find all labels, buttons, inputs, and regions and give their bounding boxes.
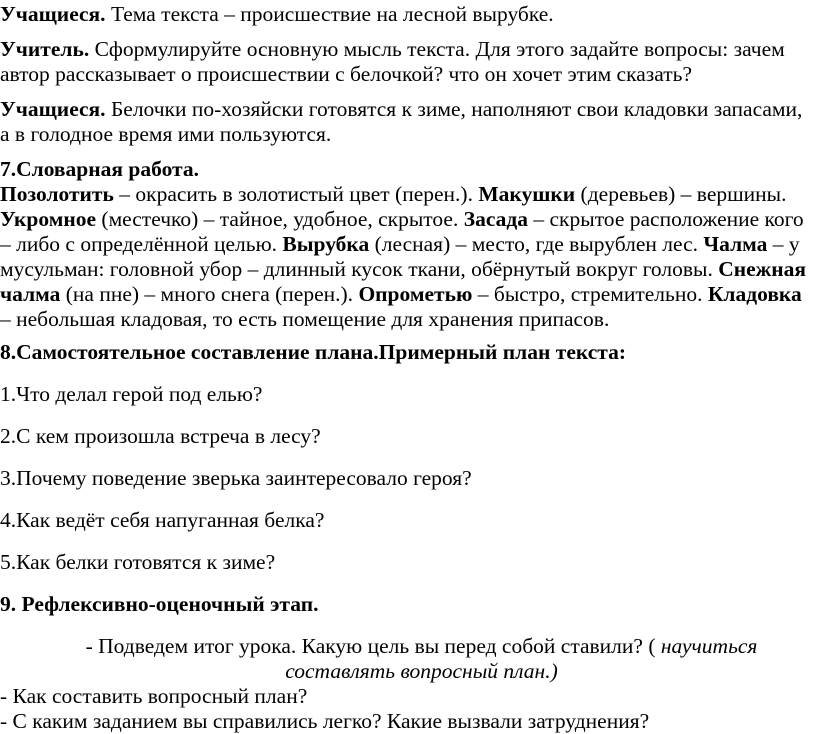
vocab-definition: – окрасить в золотистый цвет (перен.). [113, 182, 479, 206]
vocab-term: Кладовка [707, 282, 802, 306]
plan-heading: 8.Самостоятельное составление плана.Примерный план текста: [0, 340, 626, 364]
vocab-paragraph [0, 182, 810, 332]
paragraph-students-answer [0, 97, 810, 147]
vocab-definition: (на пне) – много снега (перен.). [60, 282, 359, 306]
reflection-heading: 9. Рефлексивно-оценочный этап. [0, 592, 319, 616]
paragraph-text: Сформулируйте основную мысль текста. Для этого задайте вопросы: зачем автор рассказывает о происшествии с белочкой? что он хочет этим сказать? [0, 37, 785, 86]
vocab-heading: 7.Словарная работа. [0, 157, 199, 181]
vocab-term: Укромное [0, 207, 97, 231]
vocab-definition: – быстро, стремительно. [472, 282, 708, 306]
paragraph-text: Белочки по-хозяйски готовятся к зиме, наполняют свои кладовки запасами, а в голодное время ими пользуются. [0, 97, 803, 146]
vocab-term: Опрометью [358, 282, 473, 306]
expected-answer: научиться составлять вопросный план.) [285, 634, 758, 683]
speaker-label: Учащиеся. [0, 97, 106, 121]
plan-item: 4.Как ведёт себя напуганная белка? [0, 508, 325, 532]
vocab-definition: (лесная) – место, где вырублен лес. [369, 232, 704, 256]
vocab-definition: (деревьев) – вершины. [575, 182, 787, 206]
vocab-definition: (местечко) – тайное, удобное, скрытое. [96, 207, 464, 231]
vocab-definition: – у мусульман: головной убор – длинный кусок ткани, обёрнутый вокруг головы. [0, 232, 800, 281]
plan-item: 3.Почему поведение зверька заинтересовало героя? [0, 466, 472, 490]
paragraph-teacher [0, 37, 810, 87]
vocab-term: Вырубка [282, 232, 370, 256]
vocab-term: Позолотить [0, 182, 114, 206]
speaker-label: Учащиеся. [0, 2, 106, 26]
reflection-question: - С каким заданием вы справились легко? Какие вызвали затруднения? [0, 709, 650, 733]
question-text: - Подведем итог урока. Какую цель вы перед собой ставили? ( [85, 634, 661, 658]
paragraph-text: Тема текста – происшествие на лесной вырубке. [105, 2, 554, 26]
plan-item: 1.Что делал герой под елью? [0, 382, 263, 406]
vocab-definition: – скрытое расположение кого – либо с определённой целью. [0, 207, 804, 256]
plan-item: 5.Как белки готовятся к зиме? [0, 550, 276, 574]
vocab-term: Макушки [478, 182, 576, 206]
reflection-question: - Как составить вопросный план? [0, 684, 308, 708]
vocab-term: Засада [463, 207, 529, 231]
plan-item: 2.С кем произошла встреча в лесу? [0, 424, 321, 448]
paragraph-students-topic [0, 2, 810, 27]
speaker-label: Учитель. [0, 37, 90, 61]
vocab-term: Чалма [703, 232, 768, 256]
reflection-question-summary [0, 634, 810, 684]
vocab-definition: – небольшая кладовая, то есть помещение для хранения припасов. [0, 307, 610, 331]
vocab-term: Снежная чалма [0, 257, 807, 306]
